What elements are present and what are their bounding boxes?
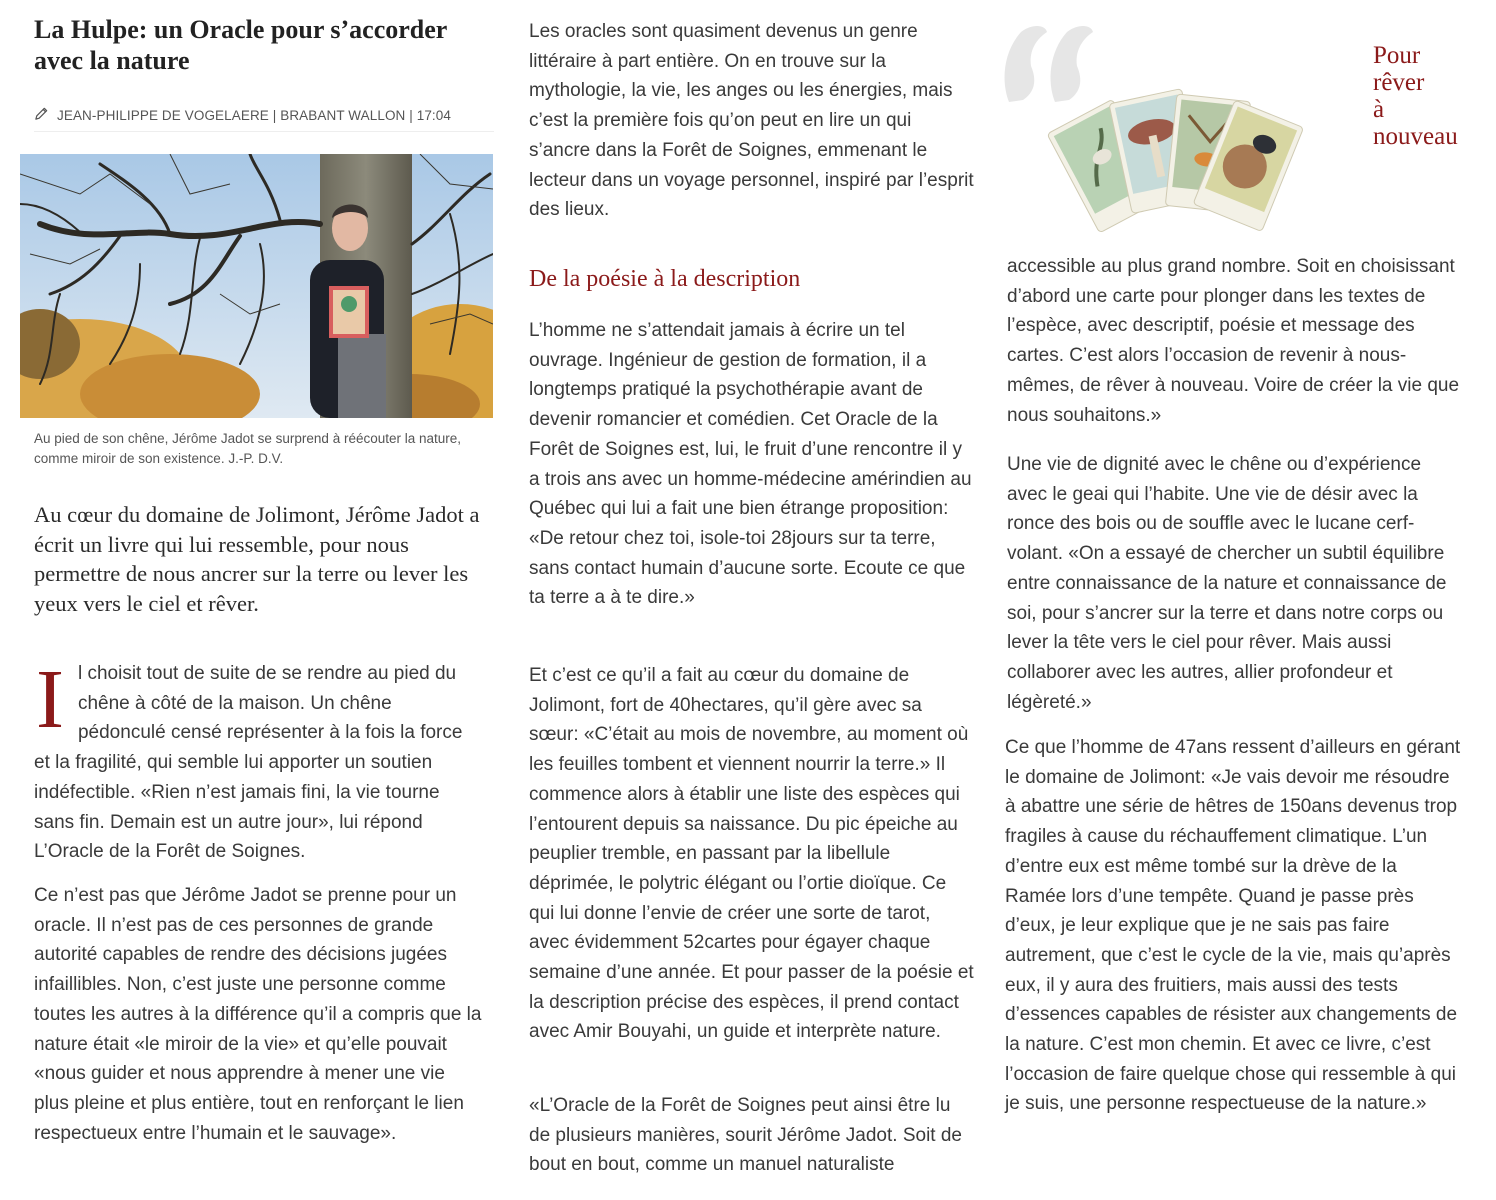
paragraph-text: l choisit tout de suite de se rendre au pied du chêne à côté de la maison. Un chêne pédonculé censé représenter à la fois la force et la fragilité, qui semble lui apporter un soutien indéfectible. «Rien n’est jamais fini, la vie tourne sans fin. Demain est un autre jour», lui répond L’Oracle de la Forêt de Soignes. [34,663,463,863]
pull-quote-line: Pour [1373,42,1421,69]
drop-cap: I [36,653,64,746]
pull-quote [1373,42,1473,150]
photo-caption: Au pied de son chêne, Jérôme Jadot se surprend à réécouter la nature, comme miroir de son existence. J.-P. D.V. [34,431,462,466]
article-lead: Au cœur du domaine de Jolimont, Jérôme Jadot a écrit un livre qui lui ressemble, pour nous permettre de nous ancrer sur la terre ou lever les yeux vers le ciel et rêver. [34,502,480,617]
body-paragraph [34,653,482,867]
body-paragraph: Les oracles sont quasiment devenus un genre littéraire à part entière. On en trouve sur la mythologie, la vie, les anges ou les énergies, mais c’est la première fois qu’on peut en lire un qui s’ancre dans la Forêt de Soignes, emmenant le lecteur dans un voyage personnel, inspiré par l’esprit des lieux. [529,21,974,221]
pull-quote-line: nouveau [1373,123,1458,150]
byline [34,106,494,124]
byline-text: JEAN-PHILIPPE DE VOGELAERE | BRABANT WALLON | 17:04 [57,107,451,123]
body-paragraph: «L’Oracle de la Forêt de Soignes peut ainsi être lu de plusieurs manières, sourit Jérôme Jadot. Soit de bout en bout, comme un manuel naturaliste [529,1095,962,1176]
body-paragraph: Ce que l’homme de 47ans ressent d’ailleurs en gérant le domaine de Jolimont: «Je vais devoir me résoudre à abattre une série de hêtres de 150ans devenus trop fragiles à cause du réchauffement climatique. L’un d’entre eux est même tombé sur la drève de la Ramée lors d’une tempête. Quand je passe près d’eux, je leur explique que je ne sais pas faire autrement, que c’est le cycle de la vie, mais qu’après eux, il y aura des fruitiers, mais aussi des tests d’essences capables de résister aux changements de la nature. C’est mon chemin. Et avec ce livre, c’est l’occasion de faire quelque chose qui ressemble à qui je suis, une personne respectueuse de la nature.» [1005,737,1461,1115]
article-title: La Hulpe: un Oracle pour s’accorder avec la nature [34,15,447,75]
body-paragraph: Ce n’est pas que Jérôme Jadot se prenne pour un oracle. Il n’est pas de ces personnes de grande autorité capables de rendre des décisions jugées infaillibles. Non, c’est juste une personne comme toutes les autres à la différence qu’il a compris que la nature était «le miroir de la vie» et qu’elle pouvait «nous guider et nous apprendre à mener une vie plus pleine et plus entière, tout en renforçant le lien respectueux entre l’humain et le sauvage». [34,885,482,1144]
oracle-cards-image [1039,82,1329,250]
pull-quote-line: à [1373,96,1385,123]
pull-quote-line: rêver [1373,69,1425,96]
section-subheading: De la poésie à la description [529,266,801,292]
body-paragraph: L’homme ne s’attendait jamais à écrire un tel ouvrage. Ingénieur de gestion de formation, il a longtemps pratiqué la psychothérapie avant de devenir romancier et comédien. Cet Oracle de la Forêt de Soignes est, lui, le fruit d’une rencontre il y a trois ans avec un homme-médecine amérindien au Québec qui lui a fait une bien étrange proposition: «De retour chez toi, isole-toi 28jours sur ta terre, sans contact humain d’aucune sorte. Ecoute ce que ta terre a à te dire.» [529,320,972,609]
body-paragraph: Et c’est ce qu’il a fait au cœur du domaine de Jolimont, fort de 40hectares, qu’il gère avec sa sœur: «C’était au mois de novembre, au moment où les feuilles tombent et viennent nourrir la terre.» Il commence alors à établir une liste des espèces qui l’entourent depuis sa naissance. Du pic épeiche au peuplier tremble, en passant par la libellule déprimée, le polytric élégant ou l’ortie dioïque. Ce qui lui donne l’envie de créer une sorte de tarot, avec évidemment 52cartes pour égayer chaque semaine d’une année. Et pour passer de la poésie et la description précise des espèces, il prend contact avec Amir Bouyahi, un guide et interprète nature. [529,665,974,1043]
body-paragraph: accessible au plus grand nombre. Soit en choisissant d’abord une carte pour plonger dans les textes de l’espèce, avec descriptif, poésie et message des cartes. C’est alors l’occasion de revenir à nous-mêmes, de rêver à nouveau. Voire de créer la vie que nous souhaitons.» [1007,256,1460,426]
pencil-icon [34,106,49,124]
article-photo [20,154,493,418]
body-paragraph: Une vie de dignité avec le chêne ou d’expérience avec le geai qui l’habite. Une vie de désir avec la ronce des bois ou de souffle avec le lucane cerf-volant. «On a essayé de chercher un subtil équilibre entre connaissance de la nature et connaissance de soi, pour s’ancrer sur la terre et dans notre corps ou lever la tête vers le ciel pour rêver. Mais aussi collaborer avec les autres, allier profondeur et légèreté.» [1007,454,1447,713]
byline-divider [34,131,494,132]
